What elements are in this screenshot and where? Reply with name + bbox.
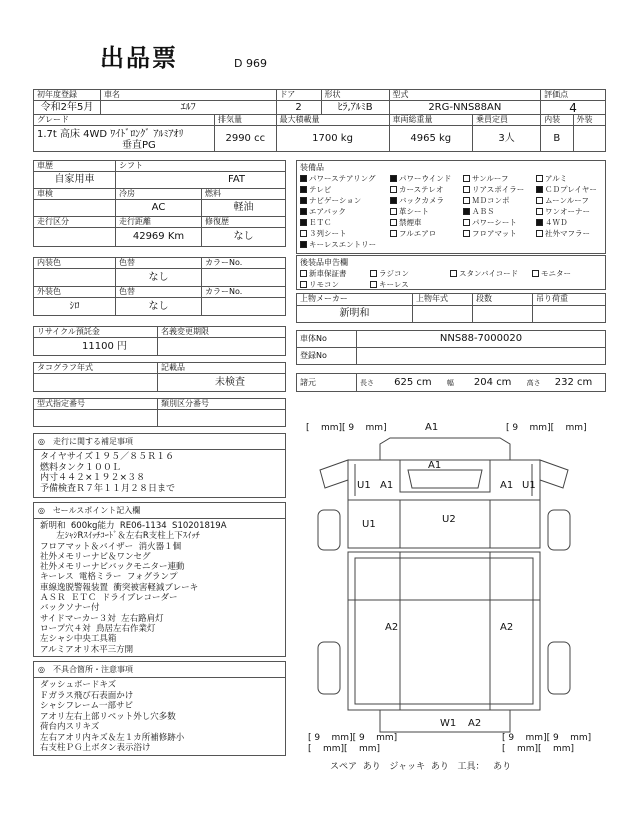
crane-label: 吊り荷重 — [533, 294, 606, 306]
in-no-label: カラーNo. — [202, 258, 286, 269]
equipment-label: アルミ — [545, 174, 568, 183]
wheel-front-right — [548, 510, 570, 550]
equipment-item — [536, 184, 606, 195]
tool-label: 工具： — [457, 762, 485, 772]
travel-note-line: 予備検査Ｒ７年１１月２８日まで — [40, 483, 176, 494]
aftermarket-label: キーレス — [379, 280, 409, 289]
disp-value: 2990 cc — [215, 126, 277, 152]
sales-points-header — [34, 503, 285, 519]
defects-section — [33, 661, 286, 756]
defect-line: 荷台内スリキズ — [40, 722, 100, 732]
equipment-title: 装備品 — [300, 163, 324, 172]
sales-points-body — [34, 519, 285, 657]
unchecked-box-icon — [536, 175, 543, 182]
shape-value: ﾋﾗ,ｱﾙﾐB — [321, 101, 389, 115]
aftermarket-label: 新車保証書 — [309, 269, 347, 278]
aftermarket-item — [300, 268, 370, 279]
mirror-left — [320, 460, 348, 488]
shift-label: シフト — [116, 161, 286, 172]
equipment-label: キーレスエントリー — [309, 240, 377, 249]
sales-point-line: サイドマーカー３対 左右路肩灯 — [40, 613, 164, 624]
checked-box-icon — [536, 219, 543, 226]
aftermarket-list — [300, 268, 604, 290]
equipment-label: カーステレオ — [399, 185, 444, 194]
checked-box-icon — [300, 197, 307, 204]
damage-mark: U1 — [522, 480, 536, 491]
inspect-label: 車検 — [34, 189, 116, 200]
spare-jack-tool-row — [330, 759, 511, 772]
wheel-rear-right — [548, 642, 570, 694]
checked-box-icon — [300, 219, 307, 226]
length-label: 長さ — [360, 378, 374, 387]
unchecked-box-icon — [532, 270, 539, 277]
travel-notes-title: 走行に関する補足事項 — [52, 437, 133, 446]
damage-mark: A1 — [425, 422, 439, 433]
recorded-value: 未検査 — [158, 374, 286, 392]
recorded-label: 記載品 — [158, 363, 286, 374]
load-label: 最大積載量 — [276, 115, 389, 126]
page-title: 出品票 — [100, 44, 178, 72]
unchecked-box-icon — [536, 197, 543, 204]
equipment-label: リアスポイラー — [472, 185, 525, 194]
shift-value: FAT — [116, 172, 286, 189]
tire-depth-rear-right: [ 9 mm][ 9 mm] — [502, 733, 592, 743]
fuel-value: 軽油 — [202, 200, 286, 217]
damage-mark: U2 — [442, 514, 456, 525]
checked-box-icon — [300, 186, 307, 193]
defect-line: アオリ左右上部リベット外し穴多数 — [40, 711, 176, 722]
length-unit: cm — [416, 376, 432, 388]
tacho-table — [33, 362, 286, 392]
tacho-value — [34, 374, 158, 392]
sales-point-line: バックソナー付 — [40, 603, 100, 614]
chassis-table — [296, 330, 606, 365]
unchecked-box-icon — [463, 197, 470, 204]
vehicle-table — [33, 89, 606, 152]
year-label: 初年度登録 — [34, 90, 101, 101]
out-code-value: なし — [116, 298, 202, 316]
equipment-item — [463, 228, 536, 239]
interior-value: B — [541, 126, 573, 152]
defect-line: Ｆガラス飛び石表面かけ — [40, 690, 134, 701]
tire-depth-rear-left: [ 9 mm][ 9 mm] — [308, 733, 398, 743]
body-year-value — [413, 306, 473, 323]
equipment-label: パワーウインド — [399, 174, 452, 183]
maker-value: 新明和 — [297, 306, 413, 323]
out-no-value — [202, 298, 286, 316]
history-label: 車歴 — [34, 161, 116, 172]
name-label: 車名 — [101, 90, 277, 101]
equipment-label: フロアマット — [472, 229, 517, 238]
sales-point-line: 社外メモリーナビ＆ワンセグ — [40, 551, 151, 562]
travel-note-line: 内寸４４２×１９２×３８ — [40, 473, 146, 483]
sales-point-line: 左シャシ中央工具箱 — [40, 634, 117, 645]
tool-value: あり — [493, 762, 512, 772]
checked-box-icon — [300, 241, 307, 248]
equipment-item — [536, 228, 606, 239]
unchecked-box-icon — [390, 219, 397, 226]
sales-points-section — [33, 502, 286, 657]
year-value: 令和2年5月 — [34, 101, 101, 115]
windshield-outline — [400, 460, 490, 492]
reg-label: 登録No — [297, 348, 357, 365]
aftermarket-title: 後装品申告欄 — [300, 258, 348, 267]
model-value: 2RG-NNS88AN — [389, 101, 541, 115]
category-label: 類別区分番号 — [158, 399, 286, 410]
equipment-item — [300, 195, 390, 206]
door-value: 2 — [276, 101, 321, 115]
equipment-list — [300, 173, 604, 250]
in-code-label: 色替 — [116, 258, 202, 269]
checked-box-icon — [300, 175, 307, 182]
equipment-item — [390, 184, 463, 195]
equipment-item — [300, 217, 390, 228]
damage-mark: U1 — [357, 480, 371, 491]
door-label: ドア — [276, 90, 321, 101]
equipment-label: パワーステアリング — [309, 174, 376, 183]
in-color-label: 内装色 — [34, 258, 116, 269]
equipment-section — [296, 160, 606, 254]
unchecked-box-icon — [300, 281, 307, 288]
damage-mark: A2 — [500, 622, 514, 633]
aftermarket-label: モニター — [541, 269, 571, 278]
ac-label: 冷房 — [116, 189, 202, 200]
history-value: 自家用車 — [34, 172, 116, 189]
aftermarket-item — [300, 279, 370, 290]
unchecked-box-icon — [450, 270, 457, 277]
defect-line: 右支柱ＰＧ上ボタン表示浴け — [40, 743, 151, 753]
bullet-icon: ◎ — [38, 437, 45, 446]
equipment-item — [390, 206, 463, 217]
defects-header — [34, 662, 285, 678]
spare-value: あり — [362, 762, 381, 772]
eval-label: 評価点 — [541, 90, 606, 101]
sales-point-line: 車線逸脱警報装置 衝突被害軽減ブレーキ — [40, 582, 199, 593]
equipment-label: エアバック — [309, 207, 346, 216]
unchecked-box-icon — [536, 208, 543, 215]
chassis-value: NNS88-7000020 — [357, 331, 606, 348]
unchecked-box-icon — [463, 230, 470, 237]
bullet-icon: ◎ — [38, 506, 45, 515]
unchecked-box-icon — [390, 230, 397, 237]
checked-box-icon — [536, 186, 543, 193]
tire-depth-front-right: [ 9 mm][ mm] — [506, 423, 587, 433]
damage-mark: W1 — [440, 718, 457, 729]
unchecked-box-icon — [370, 270, 377, 277]
title-change-label: 名義変更期限 — [158, 327, 286, 338]
exterior-label: 外装 — [573, 115, 605, 126]
sales-points-title: セールスポイント記入欄 — [52, 506, 141, 515]
body-maker-table — [296, 293, 606, 323]
bullet-icon: ◎ — [38, 665, 45, 674]
sales-point-line: 新明和 600kg能力 RE06-1134 S10201819A — [40, 521, 227, 531]
gross-value: 4965 kg — [389, 126, 472, 152]
equipment-label: 禁煙車 — [399, 218, 422, 227]
equipment-label: ＡＢＳ — [472, 207, 495, 216]
jack-label: ジャッキ — [389, 762, 426, 772]
equipment-label: ＣＤプレイヤー — [545, 185, 597, 194]
unchecked-box-icon — [463, 175, 470, 182]
mile-class-value — [34, 228, 116, 247]
load-value: 1700 kg — [276, 126, 389, 152]
cap-value: 3人 — [473, 126, 541, 152]
travel-note-line: タイヤサイズ１９５／８５Ｒ１６ — [40, 452, 175, 462]
wheel-rear-left — [318, 642, 340, 694]
aftermarket-item — [532, 268, 602, 279]
equipment-label: バックカメラ — [399, 196, 444, 205]
defect-line: シャシフレーム一部サビ — [40, 701, 133, 711]
colors-table — [33, 257, 286, 316]
unchecked-box-icon — [390, 186, 397, 193]
sales-point-line: キーレス 電格ミラー フォグランプ — [40, 572, 178, 583]
checked-box-icon — [390, 197, 397, 204]
windshield-inner — [408, 470, 482, 488]
aftermarket-label: ラジコン — [379, 269, 409, 278]
defects-body — [34, 678, 285, 756]
ac-value: AC — [116, 200, 202, 217]
model-label: 型式 — [389, 90, 541, 101]
in-no-value — [202, 269, 286, 287]
mileage-value: 42969 Km — [116, 228, 202, 247]
door-right — [490, 500, 540, 548]
eval-value: 4 — [541, 101, 606, 115]
dims-table — [296, 373, 606, 392]
equipment-item — [390, 195, 463, 206]
travel-notes-header — [34, 434, 285, 450]
equipment-label: テレビ — [309, 185, 332, 194]
recycle-value: 11100 円 — [34, 338, 158, 356]
history-table — [33, 160, 286, 247]
checked-box-icon — [463, 208, 470, 215]
checked-box-icon — [390, 175, 397, 182]
equipment-item — [536, 173, 606, 184]
recycle-table — [33, 326, 286, 356]
tire-depth-rear-right-2: [ mm][ mm] — [502, 744, 574, 754]
sales-point-line: フロアマット＆バイザー 消火器１個 — [40, 541, 182, 552]
out-color-label: 外装色 — [34, 287, 116, 298]
equipment-item — [536, 206, 606, 217]
defect-line: 左右アオリ内キズ＆左１カ所補修跡小 — [40, 732, 185, 743]
chassis-label: 車体No — [297, 331, 357, 348]
equipment-item — [463, 173, 536, 184]
equipment-label: ナビゲーション — [309, 196, 362, 205]
travel-notes-body — [34, 450, 285, 496]
exterior-value — [573, 126, 605, 152]
length-value: 625 — [394, 376, 414, 388]
inspect-value — [34, 200, 116, 217]
grade-line-2: 垂直PG — [122, 139, 156, 151]
width-unit: cm — [496, 376, 512, 388]
defects-title: 不具合箇所・注意事項 — [52, 665, 133, 674]
aftermarket-item — [370, 268, 450, 279]
height-label: 高さ — [526, 378, 541, 387]
unchecked-box-icon — [463, 186, 470, 193]
travel-notes-section — [33, 433, 286, 498]
title-change-value — [158, 338, 286, 356]
width-label: 幅 — [446, 378, 454, 387]
equipment-label: 革シート — [399, 207, 429, 216]
sales-point-line: 社外メモリーナビバックモニター連動 — [40, 562, 185, 573]
interior-label: 内装 — [541, 115, 573, 126]
damage-mark: U1 — [362, 519, 376, 530]
aftermarket-section — [296, 255, 606, 290]
out-no-label: カラーNo. — [202, 287, 286, 298]
fuel-label: 燃料 — [202, 189, 286, 200]
aftermarket-item — [450, 268, 532, 279]
equipment-item — [300, 173, 390, 184]
equipment-label: ３列シート — [309, 229, 347, 238]
equipment-item — [300, 239, 390, 250]
jack-value: あり — [430, 762, 449, 772]
equipment-label: サンルーフ — [472, 174, 509, 183]
recycle-label: リサイクル預託金 — [34, 327, 158, 338]
defect-line: ダッシュボードキズ — [40, 680, 117, 690]
steps-label: 段数 — [473, 294, 533, 306]
sales-point-line: アルミアオリ木平三方開 — [40, 644, 134, 655]
gross-label: 車両総重量 — [389, 115, 472, 126]
repair-value: なし — [202, 228, 286, 247]
sales-point-line: 左ｼｬｼRｽｲｯﾁｺｰﾄﾞ＆左右R支柱上下ｽｲｯﾁ — [40, 531, 200, 542]
aftermarket-label: リモコン — [309, 280, 339, 289]
repair-label: 修復歴 — [202, 217, 286, 228]
tacho-label: タコグラフ年式 — [34, 363, 158, 374]
equipment-label: 社外マフラー — [545, 229, 590, 238]
in-code-value: なし — [116, 269, 202, 287]
dims-values — [357, 374, 606, 392]
cap-label: 乗員定員 — [473, 115, 541, 126]
equipment-label: パワーシート — [472, 218, 517, 227]
tire-depth-front-left: [ mm][ 9 mm] — [306, 423, 387, 433]
equipment-item — [463, 195, 536, 206]
equipment-item — [300, 184, 390, 195]
equipment-item — [390, 228, 463, 239]
equipment-item — [536, 217, 606, 228]
grade-value — [34, 126, 215, 152]
unchecked-box-icon — [463, 219, 470, 226]
equipment-label: ＭＤコンポ — [472, 196, 510, 205]
equipment-label: ワンオーナー — [545, 207, 590, 216]
grade-line-1: 1.7t 高床 4WD ﾜｲﾄﾞﾛﾝｸﾞ ｱﾙﾐｱｵﾘ — [37, 128, 184, 140]
out-code-label: 色替 — [116, 287, 202, 298]
reg-value — [357, 348, 606, 365]
category-value — [158, 410, 286, 427]
equipment-item — [390, 173, 463, 184]
equipment-item — [536, 195, 606, 206]
height-value: 232 — [554, 376, 574, 388]
equipment-item — [300, 228, 390, 239]
equipment-item — [300, 206, 390, 217]
disp-label: 排気量 — [215, 115, 277, 126]
damage-mark: A1 — [380, 480, 394, 491]
unchecked-box-icon — [390, 208, 397, 215]
lot-number: D 969 — [234, 57, 267, 70]
damage-mark: A2 — [468, 718, 482, 729]
grade-label: グレード — [34, 115, 215, 126]
mirror-right — [540, 460, 568, 488]
sales-point-line: ロープ穴４対 鳥居左右作業灯 — [40, 623, 156, 634]
equipment-item — [463, 184, 536, 195]
typeno-label: 型式指定番号 — [34, 399, 158, 410]
body-year-label: 上物年式 — [413, 294, 473, 306]
equipment-label: ４ＷＤ — [545, 218, 568, 227]
mileage-label: 走行距離 — [116, 217, 202, 228]
equipment-label: フルエアロ — [399, 229, 437, 238]
shape-label: 形状 — [321, 90, 389, 101]
equipment-label: ＥＴＣ — [309, 218, 332, 227]
out-color-value: ｼﾛ — [34, 298, 116, 316]
name-value: ｴﾙﾌ — [101, 101, 277, 115]
tire-depth-rear-left-2: [ mm][ mm] — [308, 744, 380, 754]
aftermarket-item — [370, 279, 450, 290]
damage-mark: A1 — [428, 460, 442, 471]
equipment-label: ムーンルーフ — [545, 196, 589, 205]
in-color-value — [34, 269, 116, 287]
sales-point-line: ＡＳＲ ＥＴＣ ドライブレコーダー — [40, 593, 178, 604]
mile-class-label: 走行区分 — [34, 217, 116, 228]
crane-value — [533, 306, 606, 323]
equipment-item — [390, 217, 463, 228]
width-value: 204 — [473, 376, 493, 388]
travel-note-line: 燃料タンク１００Ｌ — [40, 462, 121, 473]
unchecked-box-icon — [300, 230, 307, 237]
equipment-item — [463, 206, 536, 217]
steps-value — [473, 306, 533, 323]
spare-label: スペア — [330, 762, 358, 772]
height-unit: cm — [577, 376, 593, 388]
unchecked-box-icon — [370, 281, 377, 288]
dims-label: 諸元 — [297, 374, 357, 392]
aftermarket-label: スタンバイコード — [459, 269, 519, 278]
equipment-item — [463, 217, 536, 228]
cab-roof-outline — [380, 438, 510, 460]
unchecked-box-icon — [300, 270, 307, 277]
damage-mark: A1 — [500, 480, 514, 491]
typeno-value — [34, 410, 158, 427]
damage-mark: A2 — [385, 622, 399, 633]
typeno-table — [33, 398, 286, 427]
wheel-front-left — [318, 510, 340, 550]
maker-label: 上物メーカー — [297, 294, 413, 306]
unchecked-box-icon — [536, 230, 543, 237]
checked-box-icon — [300, 208, 307, 215]
